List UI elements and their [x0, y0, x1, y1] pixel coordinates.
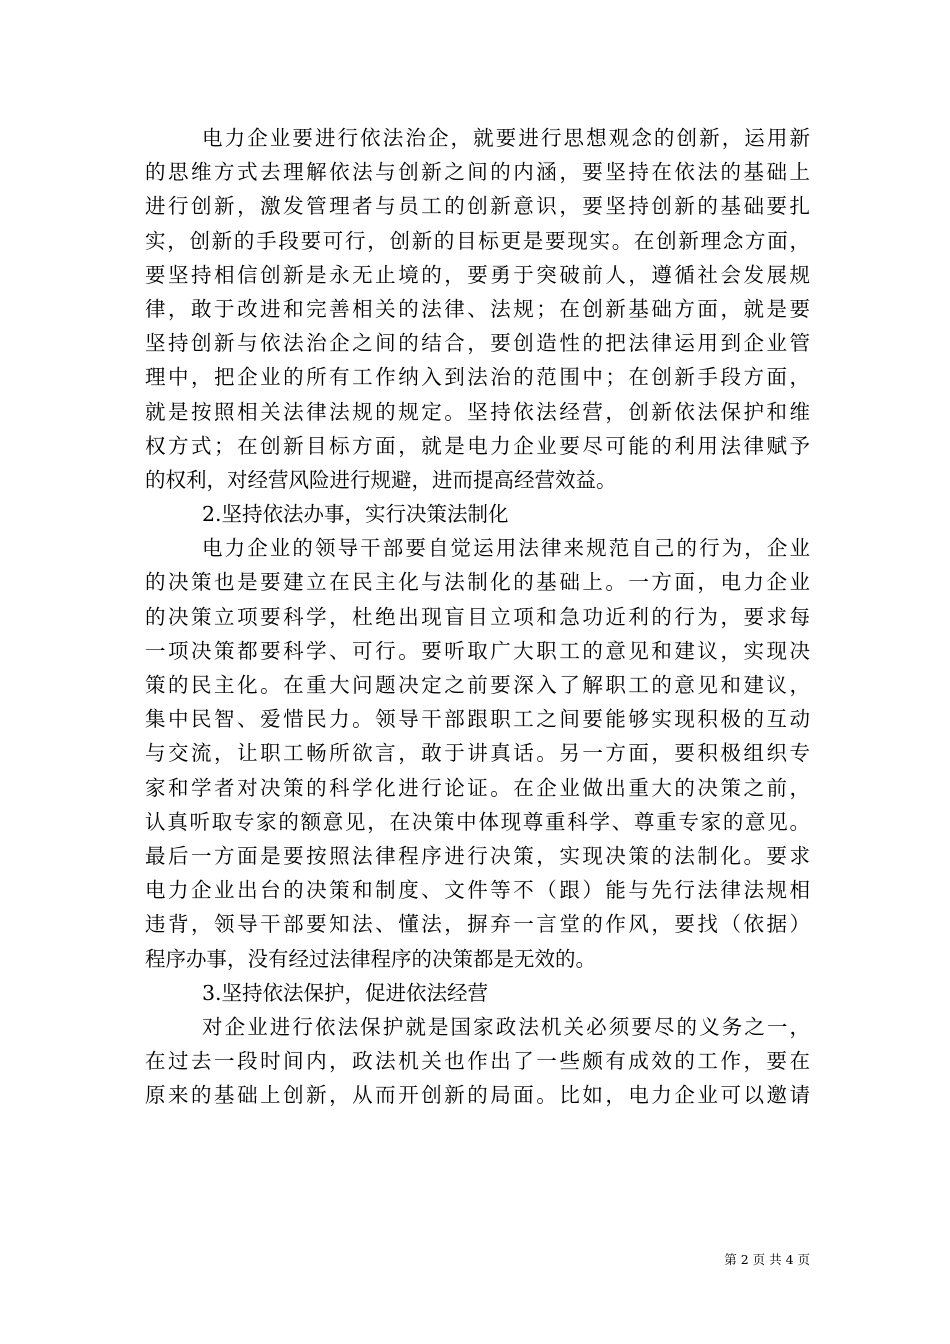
paragraph-line: 家和学者对决策的科学化进行论证。在企业做出重大的决策之前，	[145, 775, 810, 800]
paragraph-line: 一项决策都要科学、可行。要听取广大职工的意见和建议，实现决	[145, 638, 810, 663]
paragraph-line: 律，敢于改进和完善相关的法律、法规；在创新基础方面，就是要	[145, 296, 810, 321]
paragraph-line: 电力企业的领导干部要自觉运用法律来规范自己的行为，企业	[202, 536, 810, 561]
paragraph-line: 坚持创新与依法治企之间的结合，要创造性的把法律运用到企业管	[145, 331, 810, 356]
paragraph-line: 权方式；在创新目标方面，就是电力企业要尽可能的利用法律赋予	[145, 433, 810, 458]
paragraph-line: 的决策立项要科学，杜绝出现盲目立项和急功近利的行为，要求每	[145, 604, 810, 629]
paragraph-line: 策的民主化。在重大问题决定之前要深入了解职工的意见和建议，	[145, 673, 810, 697]
paragraph-line: 实，创新的手段要可行，创新的目标更是要现实。在创新理念方面，	[145, 228, 810, 253]
paragraph-line: 与交流，让职工畅所欲言，敢于讲真话。另一方面，要积极组织专	[145, 741, 810, 766]
paragraph-line: 进行创新，激发管理者与员工的创新意识，要坚持创新的基础要扎	[145, 194, 810, 219]
paragraph-line: 要坚持相信创新是永无止境的，要勇于突破前人，遵循社会发展规	[145, 262, 810, 287]
paragraph-line: 的思维方式去理解依法与创新之间的内涵，要坚持在依法的基础上	[145, 160, 810, 185]
paragraph-line: 认真听取专家的额意见，在决策中体现尊重科学、尊重专家的意见。	[145, 809, 810, 834]
section-heading: 3.坚持依法保护，促进依法经营	[202, 980, 489, 1005]
paragraph-line: 程序办事，没有经过法律程序的决策都是无效的。	[145, 946, 596, 971]
paragraph-line: 违背，领导干部要知法、懂法，摒弃一言堂的作风，要找（依据）	[145, 912, 810, 937]
paragraph-line: 最后一方面是要按照法律程序进行决策，实现决策的法制化。要求	[145, 843, 810, 868]
paragraph-line: 在过去一段时间内，政法机关也作出了一些颇有成效的工作，要在	[145, 1049, 810, 1074]
paragraph-line: 理中，把企业的所有工作纳入到法治的范围中；在创新手段方面，	[145, 365, 810, 390]
paragraph-line: 对企业进行依法保护就是国家政法机关必须要尽的义务之一，	[202, 1014, 810, 1039]
page-footer: 第 2 页 共 4 页	[724, 1252, 810, 1267]
section-heading: 2.坚持依法办事，实行决策法制化	[202, 502, 509, 527]
paragraph-line: 电力企业出台的决策和制度、文件等不（跟）能与先行法律法规相	[145, 878, 810, 903]
paragraph-line: 电力企业要进行依法治企，就要进行思想观念的创新，运用新	[202, 126, 810, 150]
paragraph-line: 的权利，对经营风险进行规避，进而提高经营效益。	[145, 467, 617, 492]
paragraph-line: 就是按照相关法律法规的规定。坚持依法经营，创新依法保护和维	[145, 399, 810, 424]
paragraph-line: 的决策也是要建立在民主化与法制化的基础上。一方面，电力企业	[145, 570, 810, 595]
paragraph-line: 集中民智、爱惜民力。领导干部跟职工之间要能够实现积极的互动	[145, 707, 810, 732]
paragraph-line: 原来的基础上创新，从而开创新的局面。比如，电力企业可以邀请	[145, 1083, 810, 1108]
document-body	[145, 121, 810, 1112]
